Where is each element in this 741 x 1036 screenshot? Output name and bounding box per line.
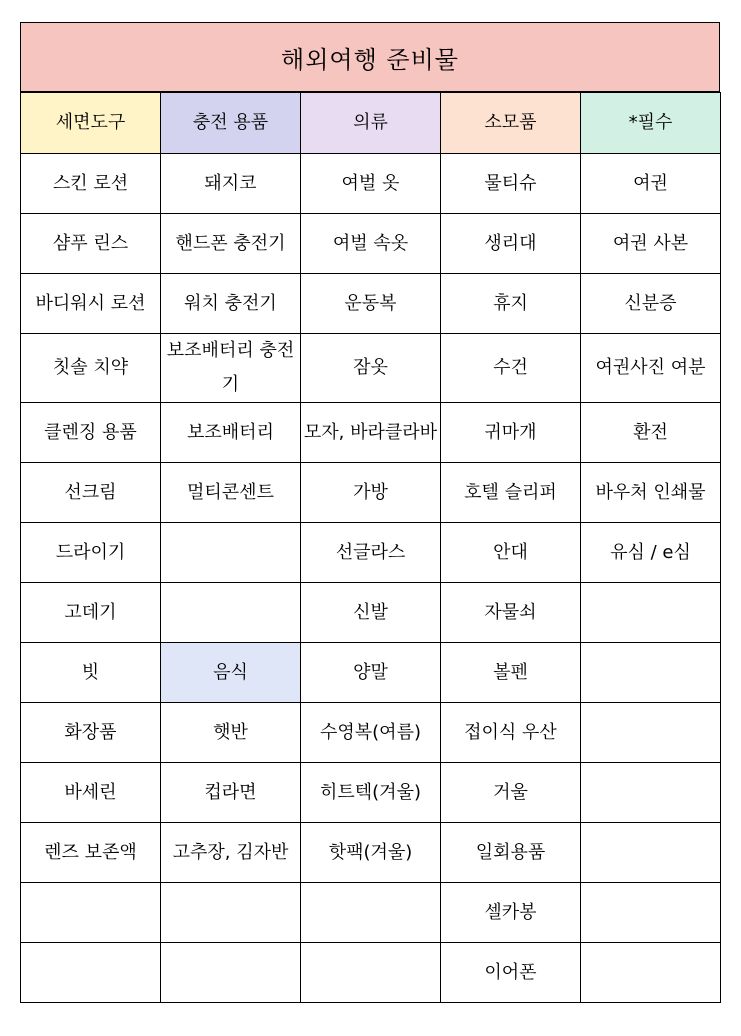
table-row: [21, 643, 721, 703]
cell-consumables: 수건: [441, 334, 581, 403]
cell-clothing: 모자, 바라클라바: [301, 403, 441, 463]
cell-clothing: 여벌 속옷: [301, 214, 441, 274]
table-row: [21, 274, 721, 334]
cell-clothing: 선글라스: [301, 523, 441, 583]
cell-consumables: 자물쇠: [441, 583, 581, 643]
cell-toiletries: [21, 883, 161, 943]
cell-charging: 돼지코: [161, 154, 301, 214]
cell-essentials: 신분증: [581, 274, 721, 334]
cell-essentials: 여권사진 여분: [581, 334, 721, 403]
cell-consumables: 물티슈: [441, 154, 581, 214]
table-row: [21, 214, 721, 274]
cell-clothing: 핫팩(겨울): [301, 823, 441, 883]
cell-consumables: 볼펜: [441, 643, 581, 703]
cell-toiletries: 클렌징 용품: [21, 403, 161, 463]
cell-toiletries: [21, 943, 161, 1003]
cell-consumables: 셀카봉: [441, 883, 581, 943]
checklist-sheet: [20, 22, 720, 1003]
cell-charging: 고추장, 김자반: [161, 823, 301, 883]
cell-consumables: 이어폰: [441, 943, 581, 1003]
cell-clothing: 가방: [301, 463, 441, 523]
table-row: [21, 703, 721, 763]
cell-toiletries: 렌즈 보존액: [21, 823, 161, 883]
page-title: 해외여행 준비물: [281, 45, 459, 74]
cell-charging: 햇반: [161, 703, 301, 763]
cell-charging: [161, 583, 301, 643]
header-row: [21, 93, 721, 154]
cell-essentials: [581, 763, 721, 823]
cell-essentials: 여권: [581, 154, 721, 214]
column-header-consumables: 소모품: [441, 93, 581, 154]
table-row: [21, 883, 721, 943]
cell-toiletries: 고데기: [21, 583, 161, 643]
table-row: [21, 523, 721, 583]
cell-toiletries: 바세린: [21, 763, 161, 823]
cell-consumables: 귀마개: [441, 403, 581, 463]
table-row: [21, 403, 721, 463]
cell-clothing: 양말: [301, 643, 441, 703]
table-row: [21, 463, 721, 523]
cell-clothing: 여벌 옷: [301, 154, 441, 214]
cell-essentials: [581, 883, 721, 943]
cell-clothing: 히트텍(겨울): [301, 763, 441, 823]
cell-essentials: 환전: [581, 403, 721, 463]
checklist-table: [20, 92, 721, 1003]
cell-charging: [161, 523, 301, 583]
table-row: [21, 823, 721, 883]
cell-consumables: 접이식 우산: [441, 703, 581, 763]
cell-charging: [161, 943, 301, 1003]
cell-clothing: 운동복: [301, 274, 441, 334]
cell-clothing: 신발: [301, 583, 441, 643]
cell-charging: 보조배터리: [161, 403, 301, 463]
cell-clothing: 수영복(여름): [301, 703, 441, 763]
cell-clothing: [301, 883, 441, 943]
cell-clothing: 잠옷: [301, 334, 441, 403]
table-row: [21, 334, 721, 403]
cell-consumables: 호텔 슬리퍼: [441, 463, 581, 523]
column-header-toiletries: 세면도구: [21, 93, 161, 154]
cell-charging: 보조배터리 충전기: [161, 334, 301, 403]
column-header-clothing: 의류: [301, 93, 441, 154]
cell-essentials: [581, 943, 721, 1003]
cell-charging: [161, 883, 301, 943]
cell-charging: 워치 충전기: [161, 274, 301, 334]
column-header-charging: 충전 용품: [161, 93, 301, 154]
cell-consumables: 안대: [441, 523, 581, 583]
cell-essentials: 유심 / e심: [581, 523, 721, 583]
cell-toiletries: 화장품: [21, 703, 161, 763]
cell-clothing: [301, 943, 441, 1003]
cell-consumables: 생리대: [441, 214, 581, 274]
cell-toiletries: 칫솔 치약: [21, 334, 161, 403]
table-row: [21, 763, 721, 823]
cell-charging: 멀티콘센트: [161, 463, 301, 523]
cell-toiletries: 선크림: [21, 463, 161, 523]
cell-consumables: 휴지: [441, 274, 581, 334]
cell-essentials: [581, 643, 721, 703]
cell-charging: 컵라면: [161, 763, 301, 823]
table-row: [21, 154, 721, 214]
cell-toiletries: 샴푸 린스: [21, 214, 161, 274]
cell-toiletries: 스킨 로션: [21, 154, 161, 214]
cell-essentials: [581, 703, 721, 763]
cell-toiletries: 빗: [21, 643, 161, 703]
cell-charging: 핸드폰 충전기: [161, 214, 301, 274]
title-row: [20, 22, 720, 92]
table-row: [21, 583, 721, 643]
cell-essentials: 바우처 인쇄물: [581, 463, 721, 523]
table-row: [21, 943, 721, 1003]
cell-toiletries: 드라이기: [21, 523, 161, 583]
cell-essentials: [581, 823, 721, 883]
cell-consumables: 일회용품: [441, 823, 581, 883]
cell-essentials: 여권 사본: [581, 214, 721, 274]
cell-consumables: 거울: [441, 763, 581, 823]
column-header-food: 음식: [161, 643, 301, 703]
cell-essentials: [581, 583, 721, 643]
column-header-essentials: *필수: [581, 93, 721, 154]
cell-toiletries: 바디워시 로션: [21, 274, 161, 334]
